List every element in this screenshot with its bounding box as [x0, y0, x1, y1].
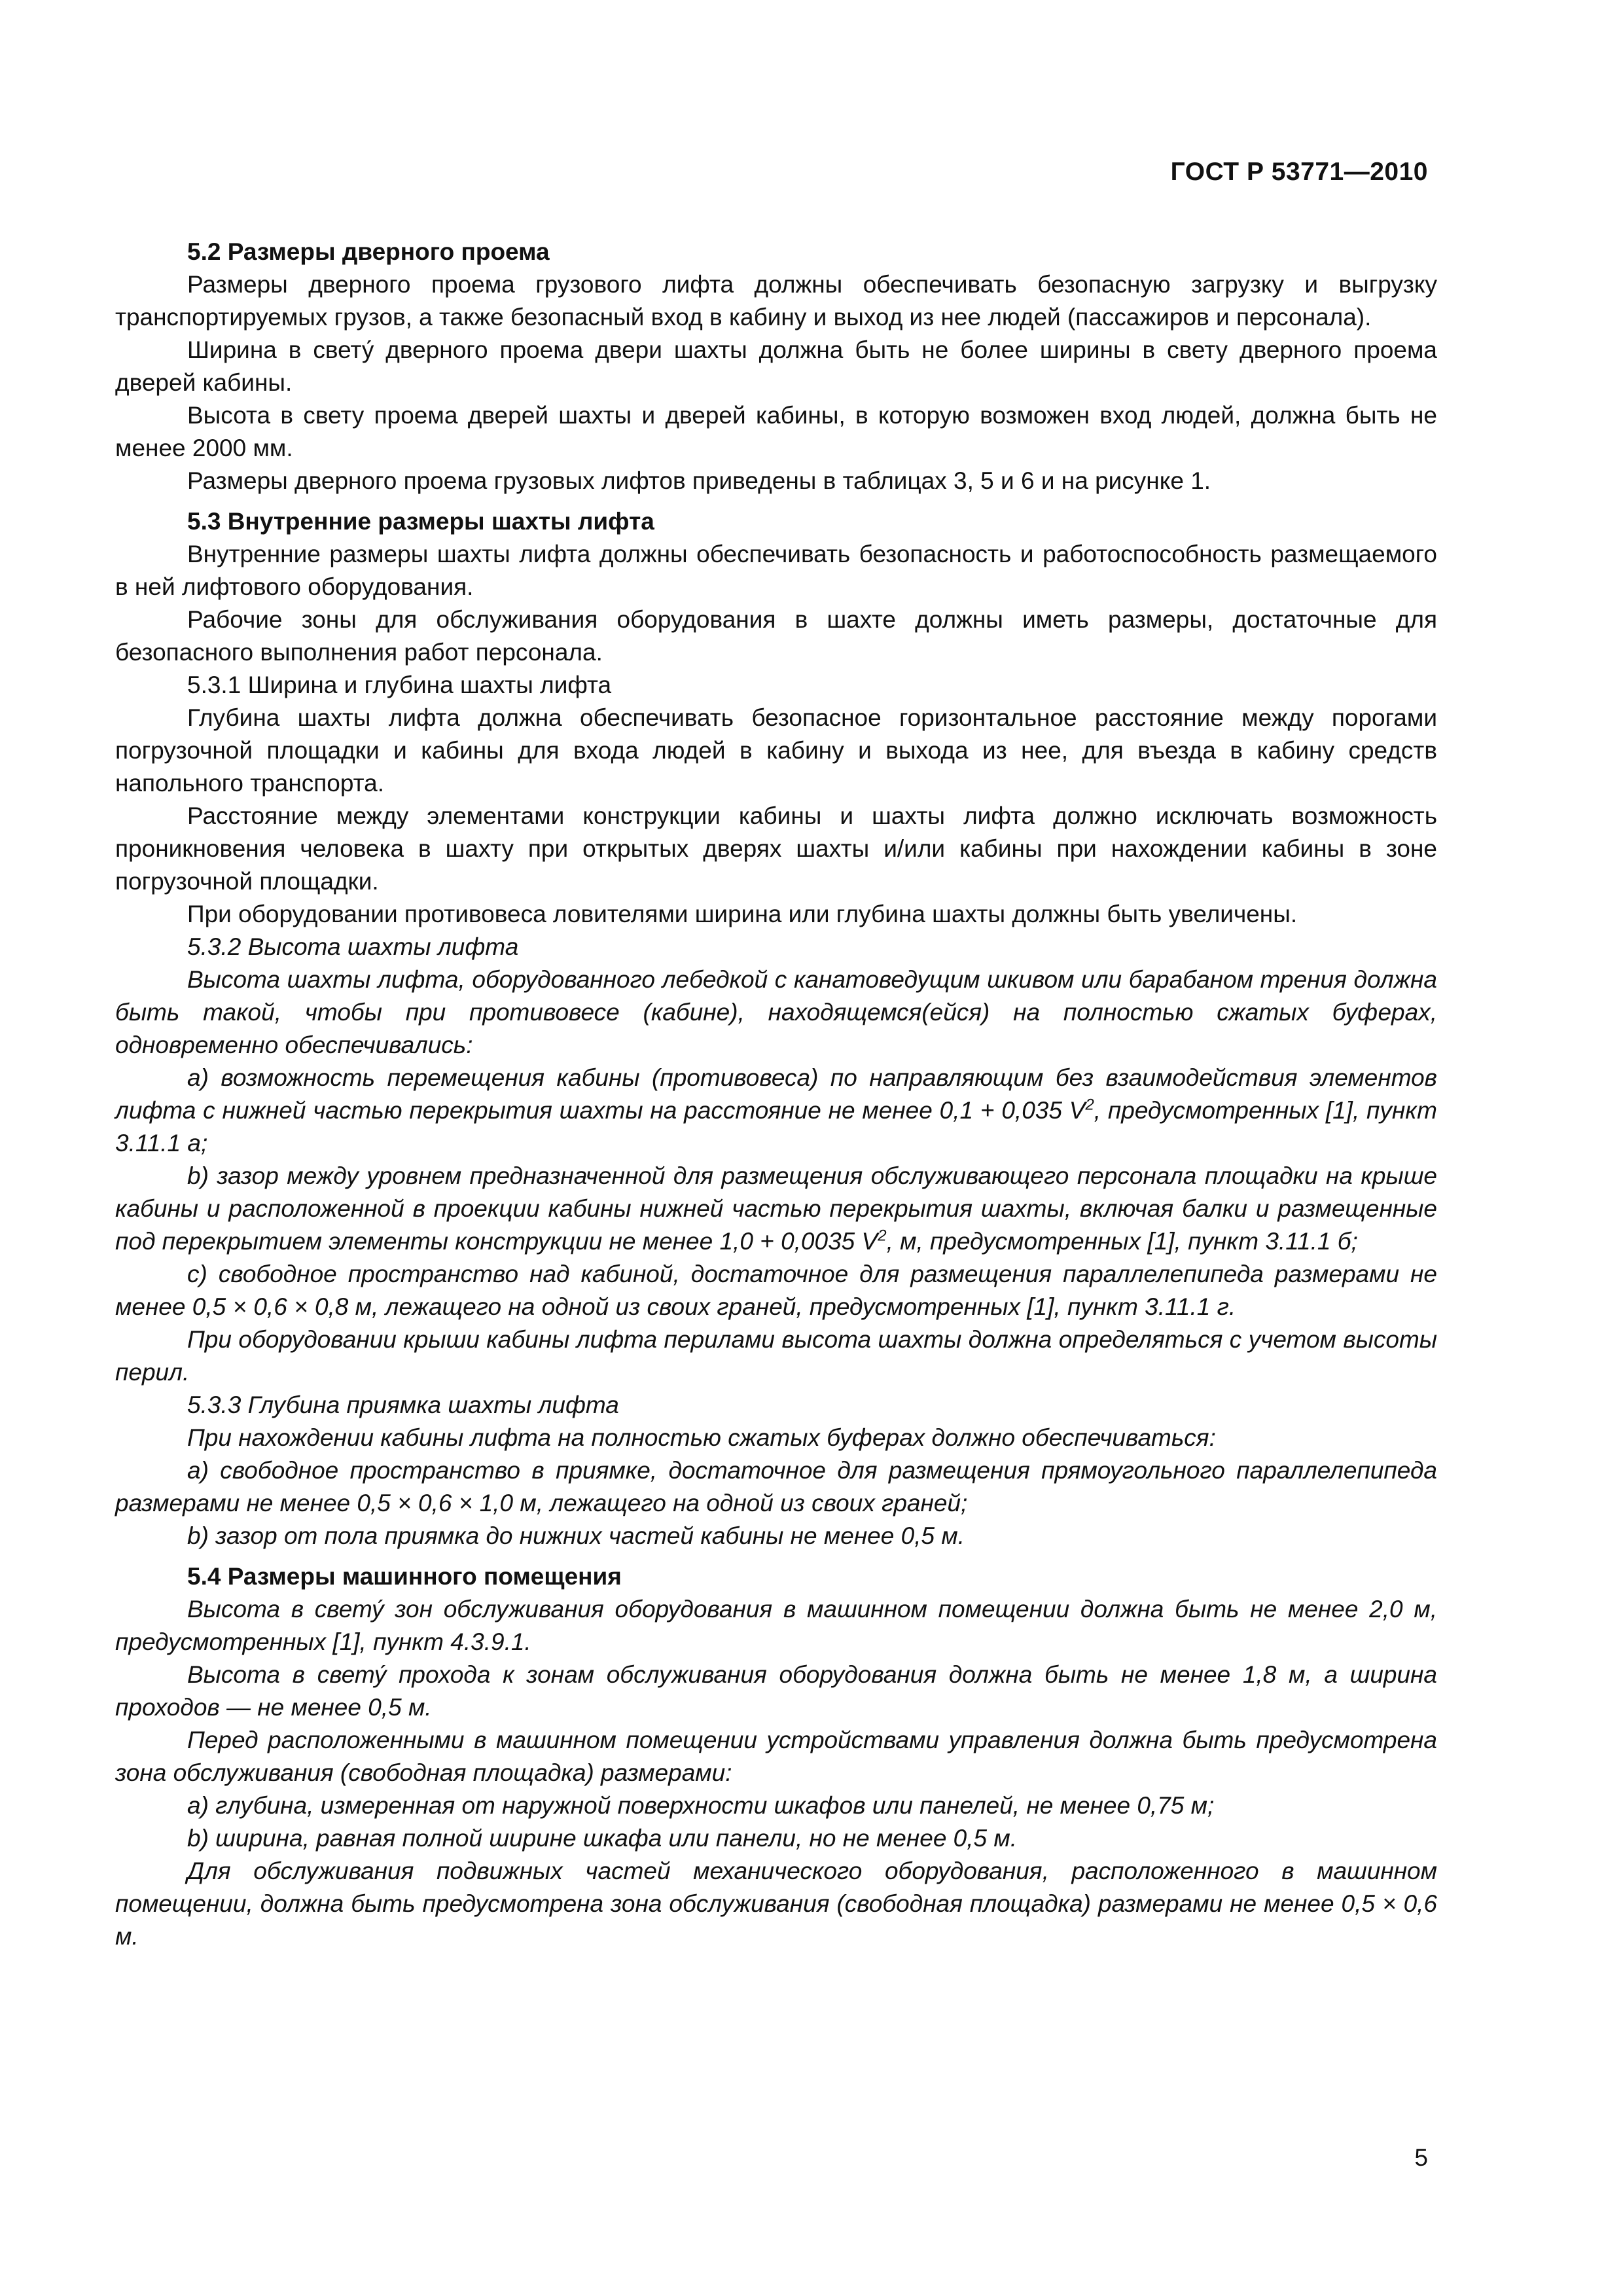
paragraph: При нахождении кабины лифта на полностью сжатых буферах должно обеспечиваться: [187, 1424, 1216, 1451]
list-item-a: а) глубина, измеренная от наружной поверхности шкафов или панелей, не менее 0,75 м; [187, 1792, 1215, 1819]
section-heading-5-3: 5.3 Внутренние размеры шахты лифта [187, 508, 654, 535]
section-heading-5-2: 5.2 Размеры дверного проема [187, 238, 550, 265]
list-item-b: b) зазор от пола приямка до нижних частей кабины не менее 0,5 м. [187, 1522, 965, 1549]
list-item-text: , предусмотренных [1], пункт 3.11.1 а; [115, 1097, 1437, 1157]
section-heading-5-4: 5.4 Размеры машинного помещения [187, 1563, 622, 1590]
paragraph: Высота шахты лифта, оборудованного лебедкой с канатоведущим шкивом или барабаном трения должна быть такой, чтобы при противовесе (кабине), находящемся(ейся) на полностью сжатых буферах, одновременно обеспечивались: [115, 966, 1437, 1058]
page-number: 5 [1414, 2144, 1428, 2171]
subsection-heading-5-3-1: 5.3.1 Ширина и глубина шахты лифта [187, 672, 612, 698]
subsection-heading-5-3-3: 5.3.3 Глубина приямка шахты лифта [187, 1391, 619, 1418]
list-item-a [115, 1062, 1437, 1160]
paragraph: Ширина в свету́ дверного проема двери шахты должна быть не более ширины в свету дверного проема дверей кабины. [115, 336, 1437, 396]
paragraph: Размеры дверного проема грузового лифта должны обеспечивать безопасную загрузку и выгрузку транспортируемых грузов, а также безопасный вход в кабину и выход из нее людей (пассажиров и персонала). [115, 271, 1437, 331]
list-item-a: а) свободное пространство в приямке, достаточное для размещения прямоугольного параллелепипеда размерами не менее 0,5 × 0,6 × 1,0 м, лежащего на одной из своих граней; [115, 1457, 1437, 1516]
list-item-b: b) ширина, равная полной ширине шкафа или панели, но не менее 0,5 м. [187, 1825, 1018, 1852]
document-number: ГОСТ Р 53771—2010 [1170, 158, 1428, 186]
list-item-text: , м, предусмотренных [1], пункт 3.11.1 б; [886, 1228, 1358, 1255]
superscript: 2 [1085, 1096, 1094, 1114]
list-item-c: с) свободное пространство над кабиной, достаточное для размещения параллелепипеда размерами не менее 0,5 × 0,6 × 0,8 м, лежащего на одной из своих граней, предусмотренных [1], пункт 3.11.1 г. [115, 1261, 1437, 1320]
superscript: 2 [878, 1227, 887, 1245]
paragraph: Рабочие зоны для обслуживания оборудования в шахте должны иметь размеры, достаточные для безопасного выполнения работ персонала. [115, 606, 1437, 666]
paragraph: Высота в свету́ прохода к зонам обслуживания оборудования должна быть не менее 1,8 м, а ширина проходов — не менее 0,5 м. [115, 1661, 1437, 1721]
paragraph: При оборудовании крыши кабины лифта перилами высота шахты должна определяться с учетом высоты перил. [115, 1326, 1437, 1386]
paragraph: Перед расположенными в машинном помещении устройствами управления должна быть предусмотрена зона обслуживания (свободная площадка) размерами: [115, 1727, 1437, 1786]
list-item-text: а) возможность перемещения кабины (противовеса) по направляющим без взаимодействия элементов лифта с нижней частью перекрытия шахты на расстояние не менее 0,1 + 0,035 V [115, 1064, 1437, 1124]
subsection-heading-5-3-2: 5.3.2 Высота шахты лифта [187, 933, 519, 960]
paragraph: Размеры дверного проема грузовых лифтов приведены в таблицах 3, 5 и 6 и на рисунке 1. [187, 467, 1211, 494]
paragraph: Внутренние размеры шахты лифта должны обеспечивать безопасность и работоспособность размещаемого в ней лифтового оборудования. [115, 541, 1437, 600]
paragraph: При оборудовании противовеса ловителями ширина или глубина шахты должны быть увеличены. [187, 901, 1298, 927]
paragraph: Высота в свету проема дверей шахты и дверей кабины, в которую возможен вход людей, должна быть не менее 2000 мм. [115, 402, 1437, 461]
paragraph: Глубина шахты лифта должна обеспечивать безопасное горизонтальное расстояние между порогами погрузочной площадки и кабины для входа людей в кабину и выхода из нее, для въезда в кабину средств напольного транспорта. [115, 704, 1437, 797]
paragraph: Расстояние между элементами конструкции кабины и шахты лифта должно исключать возможность проникновения человека в шахту при открытых дверях шахты и/или кабины при нахождении кабины в зоне погрузочной площадки. [115, 802, 1437, 895]
paragraph: Высота в свету́ зон обслуживания оборудования в машинном помещении должна быть не менее 2,0 м, предусмотренных [1], пункт 4.3.9.1. [115, 1596, 1437, 1655]
paragraph: Для обслуживания подвижных частей механического оборудования, расположенного в машинном помещении, должна быть предусмотрена зона обслуживания (свободная площадка) размерами не менее 0,5 × 0,6 м. [115, 1857, 1437, 1950]
document-body [115, 236, 1437, 1953]
list-item-text: b) зазор между уровнем предназначенной для размещения обслуживающего персонала площадки на крыше кабины и расположенной в проекции кабины нижней частью перекрытия шахты, включая балки и размещенные под перекрытием элементы конструкции не менее 1,0 + 0,0035 V [115, 1162, 1437, 1255]
list-item-b [115, 1160, 1437, 1258]
